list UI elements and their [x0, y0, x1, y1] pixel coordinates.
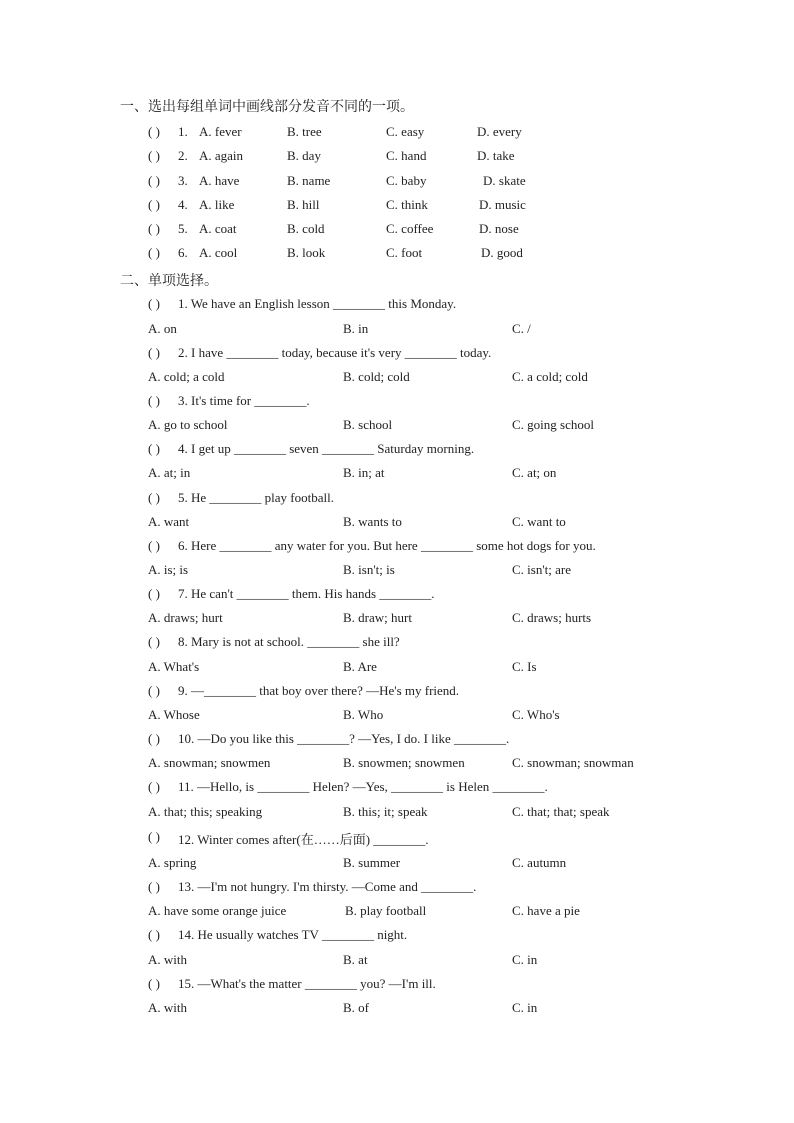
mc-question-3: [0, 393, 794, 413]
option-b: B. this; it; speak: [343, 804, 428, 819]
item-number: 2.: [178, 148, 188, 163]
answer-paren[interactable]: ( ): [148, 976, 160, 991]
mc-options-15: [0, 1000, 794, 1020]
phonics-item-6: [0, 245, 794, 265]
phonics-item-5: [0, 221, 794, 241]
option-b: B. cold; cold: [343, 369, 410, 384]
option-d: D. skate: [483, 173, 526, 188]
option-c: C. isn't; are: [512, 562, 572, 577]
item-number: 4.: [178, 197, 188, 212]
option-a: A. at; in: [148, 465, 191, 480]
option-a: A. snowman; snowmen: [148, 755, 271, 770]
option-c: C. autumn: [512, 855, 567, 870]
option-c: C. Is: [512, 659, 537, 674]
option-b: B. school: [343, 417, 393, 432]
option-a: A. cold; a cold: [148, 369, 225, 384]
question-stem: 8. Mary is not at school. ________ she ill?: [178, 634, 400, 649]
answer-paren[interactable]: ( ): [148, 148, 160, 163]
option-c: C. that; that; speak: [512, 804, 610, 819]
question-stem: 9. —________ that boy over there? —He's my friend.: [178, 683, 460, 698]
option-a: A. want: [148, 514, 190, 529]
answer-paren[interactable]: ( ): [148, 731, 160, 746]
option-c: C. draws; hurts: [512, 610, 592, 625]
answer-paren[interactable]: ( ): [148, 173, 160, 188]
mc-question-13: [0, 879, 794, 899]
answer-paren[interactable]: ( ): [148, 221, 160, 236]
phonics-item-1: [0, 124, 794, 144]
option-c: C. have a pie: [512, 903, 580, 918]
option-c: C. a cold; cold: [512, 369, 588, 384]
option-b: B. wants to: [343, 514, 402, 529]
option-d: D. nose: [479, 221, 519, 236]
option-a: A. have some orange juice: [148, 903, 287, 918]
mc-options-14: [0, 952, 794, 972]
item-number: 3.: [178, 173, 188, 188]
question-stem: 2. I have ________ today, because it's very ________ today.: [178, 345, 492, 360]
mc-question-6: [0, 538, 794, 558]
option-a: A. again: [199, 148, 244, 163]
option-c: C. snowman; snowman: [512, 755, 634, 770]
answer-paren[interactable]: ( ): [148, 393, 160, 408]
option-a: A. is; is: [148, 562, 189, 577]
option-a: A. that; this; speaking: [148, 804, 263, 819]
option-c: C. coffee: [386, 221, 434, 236]
option-a: A. cool: [199, 245, 238, 260]
option-c: C. baby: [386, 173, 427, 188]
mc-options-5: [0, 514, 794, 534]
option-c: C. want to: [512, 514, 566, 529]
option-a: A. with: [148, 1000, 187, 1015]
option-c: C. hand: [386, 148, 427, 163]
mc-options-3: [0, 417, 794, 437]
question-stem: 13. —I'm not hungry. I'm thirsty. —Come and ________.: [178, 879, 477, 894]
question-stem: 12. Winter comes after(在……后面) ________.: [178, 832, 429, 847]
answer-paren[interactable]: ( ): [148, 124, 160, 139]
answer-paren[interactable]: ( ): [148, 538, 160, 553]
mc-question-4: [0, 441, 794, 461]
phonics-item-3: [0, 173, 794, 193]
answer-paren[interactable]: ( ): [148, 779, 160, 794]
option-b: B. draw; hurt: [343, 610, 412, 625]
question-stem: 4. I get up ________ seven ________ Saturday morning.: [178, 441, 475, 456]
question-stem: 15. —What's the matter ________ you? —I'm ill.: [178, 976, 436, 991]
mc-options-13: [0, 903, 794, 923]
mc-question-5: [0, 490, 794, 510]
option-b: B. play football: [345, 903, 427, 918]
option-d: D. good: [481, 245, 523, 260]
mc-question-9: [0, 683, 794, 703]
option-c: C. in: [512, 952, 538, 967]
item-number: 1.: [178, 124, 188, 139]
mc-question-14: [0, 927, 794, 947]
answer-paren[interactable]: ( ): [148, 441, 160, 456]
option-b: B. in: [343, 321, 369, 336]
option-a: A. go to school: [148, 417, 228, 432]
mc-options-12: [0, 855, 794, 875]
option-b: B. name: [287, 173, 331, 188]
option-a: A. draws; hurt: [148, 610, 223, 625]
mc-options-9: [0, 707, 794, 727]
option-a: A. What's: [148, 659, 200, 674]
mc-question-1: [0, 296, 794, 316]
option-c: C. foot: [386, 245, 423, 260]
section1-title: 一、选出每组单词中画线部分发音不同的一项。: [120, 99, 414, 115]
answer-paren[interactable]: ( ): [148, 879, 160, 894]
option-c: C. think: [386, 197, 428, 212]
answer-paren[interactable]: ( ): [148, 829, 160, 844]
answer-paren[interactable]: ( ): [148, 586, 160, 601]
option-b: B. snowmen; snowmen: [343, 755, 465, 770]
answer-paren[interactable]: ( ): [148, 197, 160, 212]
mc-options-7: [0, 610, 794, 630]
question-stem: 6. Here ________ any water for you. But here ________ some hot dogs for you.: [178, 538, 596, 553]
mc-question-15: [0, 976, 794, 996]
mc-options-11: [0, 804, 794, 824]
option-d: D. music: [479, 197, 526, 212]
mc-options-2: [0, 369, 794, 389]
question-stem: 1. We have an English lesson ________ this Monday.: [178, 296, 457, 311]
option-c: C. in: [512, 1000, 538, 1015]
option-a: A. with: [148, 952, 187, 967]
option-c: C. at; on: [512, 465, 557, 480]
option-b: B. tree: [287, 124, 322, 139]
option-d: D. every: [477, 124, 522, 139]
option-d: D. take: [477, 148, 515, 163]
mc-options-10: [0, 755, 794, 775]
answer-paren[interactable]: ( ): [148, 683, 160, 698]
option-b: B. look: [287, 245, 326, 260]
option-b: B. isn't; is: [343, 562, 395, 577]
mc-options-6: [0, 562, 794, 582]
option-a: A. coat: [199, 221, 237, 236]
question-stem: 14. He usually watches TV ________ night.: [178, 927, 408, 942]
mc-options-4: [0, 465, 794, 485]
question-stem: 5. He ________ play football.: [178, 490, 334, 505]
option-c: C. going school: [512, 417, 594, 432]
option-a: A. spring: [148, 855, 197, 870]
option-c: C. /: [512, 321, 531, 336]
mc-question-11: [0, 779, 794, 799]
answer-paren[interactable]: ( ): [148, 296, 160, 311]
phonics-item-4: [0, 197, 794, 217]
option-a: A. have: [199, 173, 240, 188]
mc-options-8: [0, 659, 794, 679]
question-stem: 3. It's time for ________.: [178, 393, 310, 408]
option-c: C. Who's: [512, 707, 560, 722]
option-a: A. Whose: [148, 707, 200, 722]
option-b: B. day: [287, 148, 321, 163]
option-a: A. like: [199, 197, 235, 212]
mc-question-7: [0, 586, 794, 606]
answer-paren[interactable]: ( ): [148, 345, 160, 360]
mc-question-10: [0, 731, 794, 751]
answer-paren[interactable]: ( ): [148, 927, 160, 942]
mc-question-2: [0, 345, 794, 365]
option-a: A. fever: [199, 124, 242, 139]
option-a: A. on: [148, 321, 177, 336]
mc-question-8: [0, 634, 794, 654]
option-b: B. of: [343, 1000, 369, 1015]
item-number: 5.: [178, 221, 188, 236]
option-b: B. summer: [343, 855, 401, 870]
option-b: B. at: [343, 952, 368, 967]
question-stem: 7. He can't ________ them. His hands ________.: [178, 586, 435, 601]
mc-question-12: [0, 829, 794, 849]
mc-options-1: [0, 321, 794, 341]
option-b: B. in; at: [343, 465, 385, 480]
answer-paren[interactable]: ( ): [148, 634, 160, 649]
option-b: B. hill: [287, 197, 320, 212]
option-c: C. easy: [386, 124, 425, 139]
option-b: B. cold: [287, 221, 325, 236]
section2-title: 二、单项选择。: [120, 273, 218, 289]
answer-paren[interactable]: ( ): [148, 245, 160, 260]
answer-paren[interactable]: ( ): [148, 490, 160, 505]
question-stem: 10. —Do you like this ________? —Yes, I do. I like ________.: [178, 731, 510, 746]
question-stem: 11. —Hello, is ________ Helen? —Yes, ________ is Helen ________.: [178, 779, 548, 794]
item-number: 6.: [178, 245, 188, 260]
phonics-item-2: [0, 148, 794, 168]
option-b: B. Are: [343, 659, 377, 674]
option-b: B. Who: [343, 707, 384, 722]
